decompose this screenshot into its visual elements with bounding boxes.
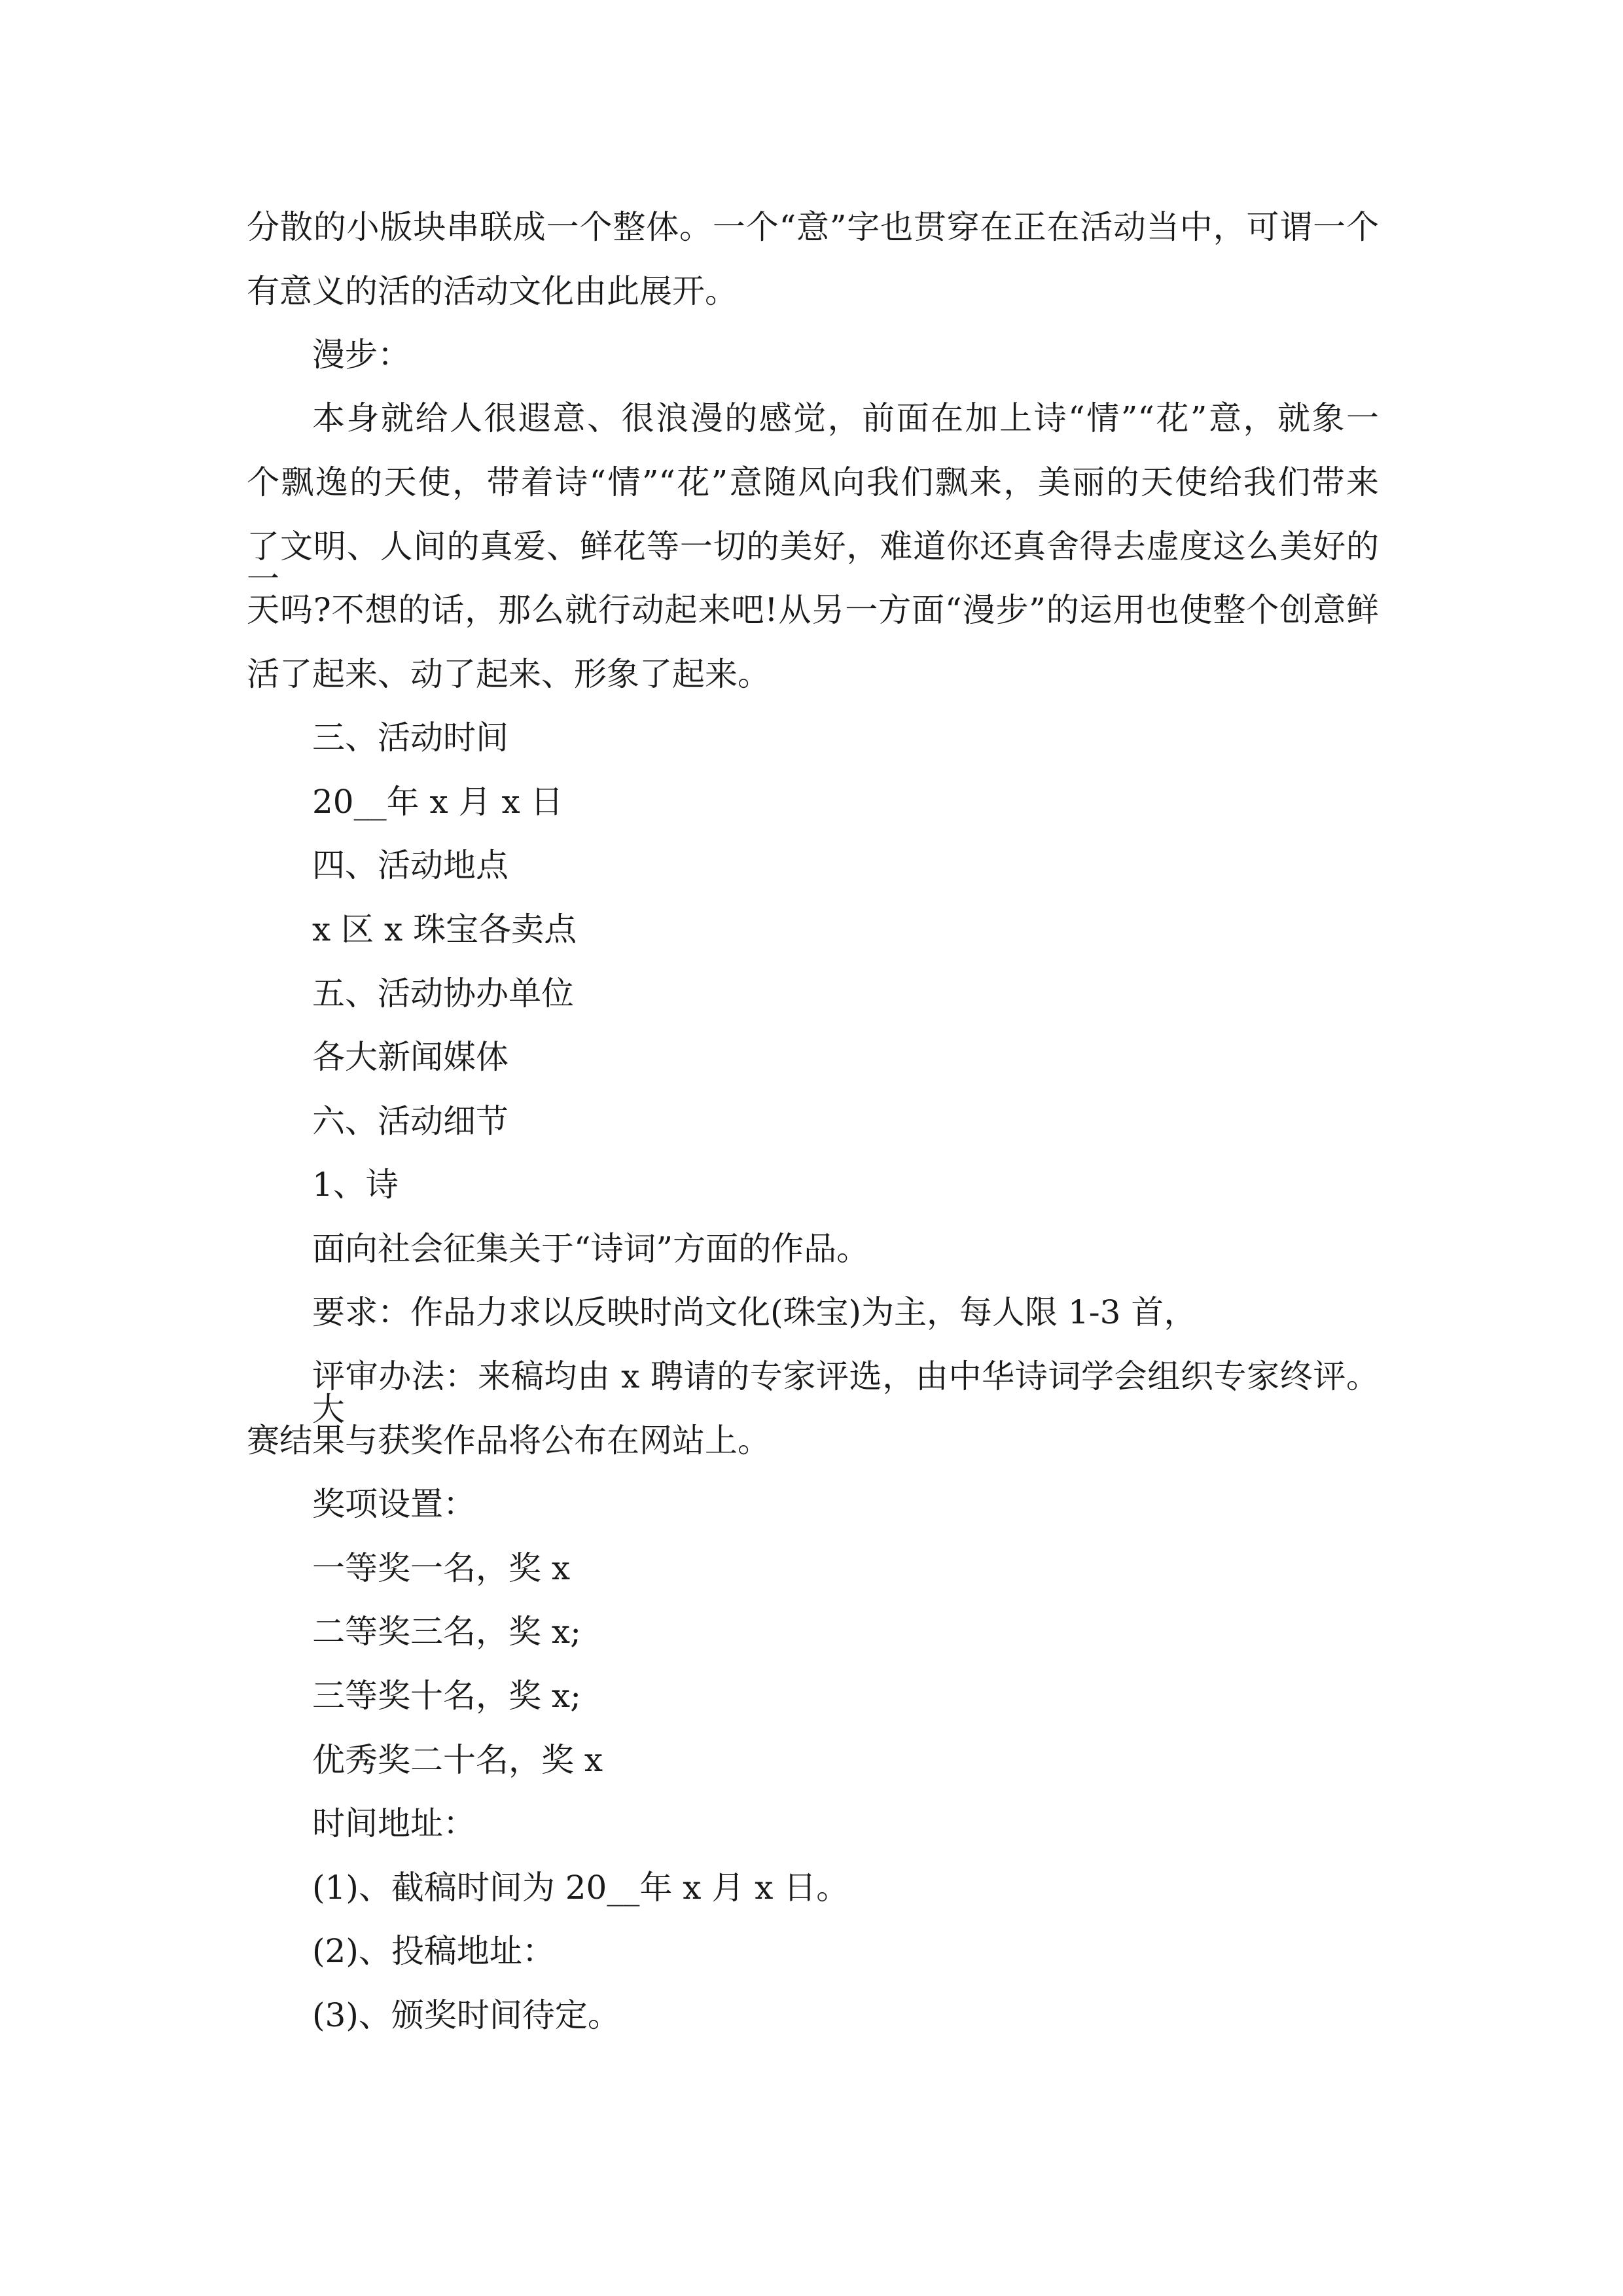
paragraph-line: 分散的小版块串联成一个整体。一个“意”字也贯穿在正在活动当中，可谓一个 — [247, 208, 1379, 246]
paragraph-line: 个飘逸的天使，带着诗“情”“花”意随风向我们飘来，美丽的天使给我们带来 — [247, 463, 1379, 501]
list-item: 三等奖十名，奖 x; — [312, 1677, 581, 1715]
subsection-heading: 1、诗 — [312, 1166, 399, 1204]
paragraph-line: 评审办法：来稿均由 x 聘请的专家评选，由中华诗词学会组织专家终评。大 — [312, 1357, 1379, 1428]
paragraph-line: 各大新闻媒体 — [312, 1038, 508, 1076]
section-label: 奖项设置： — [312, 1485, 476, 1523]
paragraph-line: 本身就给人很遐意、很浪漫的感觉，前面在加上诗“情”“花”意，就象一 — [312, 399, 1379, 437]
list-item: (3)、颁奖时间待定。 — [312, 1996, 620, 2034]
list-item: 一等奖一名，奖 x — [312, 1549, 571, 1587]
paragraph-line: 天吗?不想的话，那么就行动起来吧!从另一方面“漫步”的运用也使整个创意鲜 — [247, 591, 1379, 629]
paragraph-line: x 区 x 珠宝各卖点 — [312, 910, 577, 948]
list-item: (1)、截稿时间为 20__年 x 月 x 日。 — [312, 1869, 849, 1907]
paragraph-line: 活了起来、动了起来、形象了起来。 — [247, 655, 770, 693]
list-item: (2)、投稿地址： — [312, 1932, 555, 1970]
paragraph-line: 有意义的活的活动文化由此展开。 — [247, 272, 738, 310]
paragraph-line: 面向社会征集关于“诗词”方面的作品。 — [312, 1230, 870, 1268]
section-heading: 五、活动协办单位 — [312, 975, 574, 1013]
section-label: 时间地址： — [312, 1804, 476, 1842]
section-heading: 四、活动地点 — [312, 846, 508, 884]
section-heading: 三、活动时间 — [312, 719, 508, 757]
section-heading: 六、活动细节 — [312, 1102, 508, 1140]
paragraph-line: 20__年 x 月 x 日 — [312, 783, 563, 821]
paragraph-line: 赛结果与获奖作品将公布在网站上。 — [247, 1422, 770, 1460]
list-item: 二等奖三名，奖 x; — [312, 1613, 581, 1651]
list-item: 优秀奖二十名，奖 x — [312, 1741, 603, 1779]
paragraph-line: 了文明、人间的真爱、鲜花等一切的美好，难道你还真舍得去虚度这么美好的一 — [247, 528, 1379, 598]
paragraph-line: 要求：作品力求以反映时尚文化(珠宝)为主，每人限 1-3 首， — [312, 1293, 1197, 1331]
section-label: 漫步： — [312, 336, 410, 374]
